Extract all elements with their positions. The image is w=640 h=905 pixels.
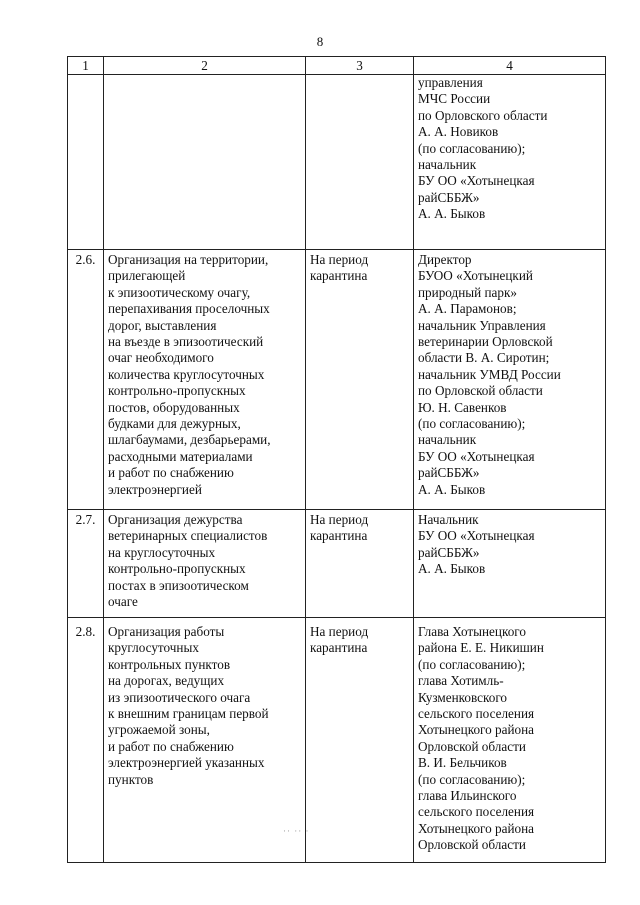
cell-line: очаг необходимого <box>108 350 214 366</box>
cell-line: На период <box>310 252 369 267</box>
cell-line: райСББЖ» <box>418 189 480 205</box>
cell-line: сельского поселения <box>418 706 535 722</box>
cell-line: (по согласованию); <box>418 771 526 787</box>
cell-line: ветеринарии Орловской <box>418 334 553 350</box>
cell-line: глава Хотимль- <box>418 673 504 689</box>
table-header-row <box>68 57 606 75</box>
cell-line: к эпизоотическому очагу, <box>108 284 251 300</box>
cell-line: Начальник <box>418 512 479 527</box>
cell-line: Глава Хотынецкого <box>418 624 526 639</box>
cell-line: сельского поселения <box>418 804 535 820</box>
cell-line: угрожаемой зоны, <box>108 722 210 738</box>
cell-line: на дорогах, ведущих <box>108 673 225 689</box>
cell-line: В. И. Бельчиков <box>418 755 507 771</box>
responsible-cell <box>414 75 606 250</box>
cell-line: А. А. Парамонов; <box>418 301 517 317</box>
cell-line: пунктов <box>108 771 154 787</box>
table-row <box>68 510 606 618</box>
cell-line: по Орловской области <box>418 383 543 399</box>
cell-line: начальник <box>418 432 477 448</box>
cell-line: Кузменковского <box>418 689 508 705</box>
action-cell <box>104 510 306 618</box>
cell-line: контрольно-пропускных <box>108 561 246 577</box>
cell-line: Организация работы <box>108 624 225 639</box>
cell-line: начальник УМВД России <box>418 366 561 382</box>
header-cell-4: 4 <box>414 57 606 75</box>
cell-line: БУ ОО «Хотынецкая <box>418 173 535 189</box>
responsible-cell <box>414 250 606 510</box>
page-number: 8 <box>316 34 324 49</box>
cell-line: постах в эпизоотическом <box>108 577 249 593</box>
number-cell: 2.8. <box>68 618 104 863</box>
action-cell <box>104 618 306 863</box>
cell-line: электроэнергией <box>108 481 202 497</box>
cell-line: будками для дежурных, <box>108 416 241 432</box>
cell-line: постов, оборудованных <box>108 399 240 415</box>
period-cell <box>306 618 414 863</box>
cell-line: А. А. Быков <box>418 561 486 577</box>
cell-line: из эпизоотического очага <box>108 689 251 705</box>
cell-line: А. А. Новиков <box>418 124 499 140</box>
cell-line: Хотынецкого района <box>418 722 535 738</box>
cell-line: очаге <box>108 594 138 610</box>
cell-line: Организация на территории, <box>108 252 269 267</box>
number-cell <box>68 75 104 250</box>
cell-line: Хотынецкого района <box>418 820 535 836</box>
cell-line: к внешним границам первой <box>108 706 269 722</box>
measures-table <box>67 56 606 863</box>
cell-line: на въезде в эпизоотический <box>108 334 264 350</box>
cell-line: На период <box>310 624 369 639</box>
scan-mark: ·· ·· · <box>283 826 310 836</box>
action-cell <box>104 75 306 250</box>
table-row <box>68 250 606 510</box>
cell-line: Орловской области <box>418 738 526 754</box>
cell-line: шлагбаумами, дезбарьерами, <box>108 432 271 448</box>
cell-line: карантина <box>310 268 368 284</box>
header-cell-1: 1 <box>68 57 104 75</box>
cell-line: райСББЖ» <box>418 544 480 560</box>
period-cell <box>306 510 414 618</box>
cell-line: прилегающей <box>108 268 186 284</box>
period-cell <box>306 250 414 510</box>
cell-line: и работ по снабжению <box>108 465 234 481</box>
cell-line: расходными материалами <box>108 448 253 464</box>
cell-line: района Е. Е. Никишин <box>418 640 544 656</box>
cell-line: БУОО «Хотынецкий <box>418 268 533 284</box>
header-cell-2: 2 <box>104 57 306 75</box>
cell-line: начальник Управления <box>418 317 546 333</box>
number-cell: 2.7. <box>68 510 104 618</box>
cell-line: управления <box>418 75 483 90</box>
cell-line: (по согласованию); <box>418 656 526 672</box>
cell-line: контрольных пунктов <box>108 656 231 672</box>
cell-line: БУ ОО «Хотынецкая <box>418 448 535 464</box>
action-cell <box>104 250 306 510</box>
cell-line: области В. А. Сиротин; <box>418 350 550 366</box>
cell-line: карантина <box>310 640 368 656</box>
cell-line: дорог, выставления <box>108 317 217 333</box>
responsible-cell <box>414 510 606 618</box>
cell-line: начальник <box>418 157 477 173</box>
cell-line: перепахивания проселочных <box>108 301 270 317</box>
cell-line: А. А. Быков <box>418 206 486 222</box>
cell-line: на круглосуточных <box>108 544 216 560</box>
responsible-cell <box>414 618 606 863</box>
period-cell <box>306 75 414 250</box>
header-cell-3: 3 <box>306 57 414 75</box>
cell-line: электроэнергией указанных <box>108 755 265 771</box>
cell-line: количества круглосуточных <box>108 366 265 382</box>
table-row <box>68 75 606 250</box>
cell-line: глава Ильинского <box>418 788 517 804</box>
cell-line: (по согласованию); <box>418 416 526 432</box>
cell-line: круглосуточных <box>108 640 199 656</box>
cell-line: А. А. Быков <box>418 481 486 497</box>
cell-line: контрольно-пропускных <box>108 383 246 399</box>
cell-line: ветеринарных специалистов <box>108 528 268 544</box>
cell-line: БУ ОО «Хотынецкая <box>418 528 535 544</box>
cell-line: (по согласованию); <box>418 140 526 156</box>
cell-line: природный парк» <box>418 284 518 300</box>
cell-line: по Орловского области <box>418 107 548 123</box>
cell-line: карантина <box>310 528 368 544</box>
cell-line: и работ по снабжению <box>108 738 234 754</box>
number-cell: 2.6. <box>68 250 104 510</box>
cell-line: Ю. Н. Савенков <box>418 399 507 415</box>
cell-line: Орловской области <box>418 837 526 853</box>
cell-line: МЧС России <box>418 91 491 107</box>
cell-line: Организация дежурства <box>108 512 243 527</box>
cell-line: райСББЖ» <box>418 465 480 481</box>
cell-line: На период <box>310 512 369 527</box>
table-row <box>68 618 606 863</box>
cell-line: Директор <box>418 252 472 267</box>
